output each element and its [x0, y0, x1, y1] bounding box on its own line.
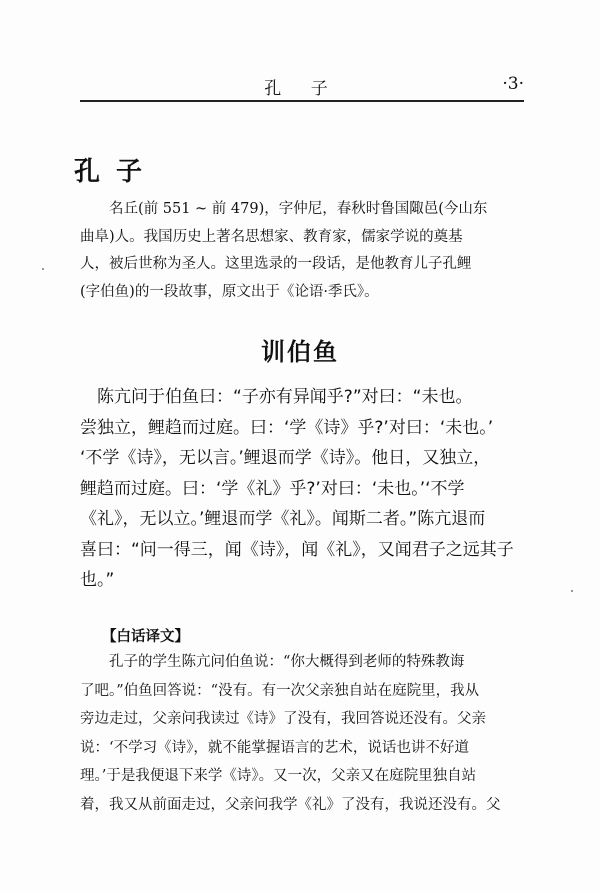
scan-speck — [571, 590, 573, 592]
translation-line: 孔子的学生陈亢问伯鱼说：“你大概得到老师的特殊教诲 — [80, 654, 465, 670]
page-number: ·3· — [502, 74, 524, 94]
section-title: 训伯鱼 — [261, 337, 339, 366]
translation-line: 了吧。”伯鱼回答说：“没有。有一次父亲独自站在庭院里，我从 — [80, 682, 480, 699]
classical-line: 尝独立，鲤趋而过庭。曰：‘学《诗》乎?’对曰：‘未也。’ — [80, 417, 494, 438]
classical-line: 也。” — [80, 570, 115, 590]
intro-line: 人，被后世称为圣人。这里选录的一段话，是他教育儿子孔鲤 — [80, 256, 472, 272]
chapter-title: 孔子 — [74, 157, 159, 187]
intro-line: 名丘(前 551 ~ 前 479)，字仲尼，春秋时鲁国陬邑(今山东 — [80, 201, 488, 217]
running-header — [80, 70, 524, 98]
translation-line: 理。’于是我便退下来学《诗》。又一次，父亲又在庭院里独自站 — [80, 768, 477, 784]
scan-speck — [42, 268, 44, 270]
classical-line: 鲤趋而过庭。曰：‘学《礼》乎?’对曰：‘未也。’‘不学 — [80, 478, 465, 499]
classical-line: 喜曰：“问一得三，闻《诗》，闻《礼》，又闻君子之远其子 — [80, 539, 514, 560]
intro-line: (字伯鱼)的一段故事，原文出于《论语·季氏》。 — [80, 283, 379, 300]
running-title: 孔 子 — [264, 79, 340, 99]
classical-text — [80, 382, 560, 596]
classical-line: ‘不学《诗》，无以言。’鲤退而学《诗》。他日，又独立， — [80, 448, 491, 468]
classical-line: 陈亢问于伯鱼曰：“子亦有异闻乎?”对曰：“未也。 — [80, 387, 473, 407]
translation-line: 说：‘不学习《诗》，就不能掌握语言的艺术，说话也讲不好道 — [80, 739, 469, 756]
intro-line: 曲阜)人。我国历史上著名思想家、教育家，儒家学说的奠基 — [80, 228, 463, 245]
author-intro — [80, 196, 540, 306]
translation-text — [80, 648, 550, 819]
translation-line: 旁边走过，父亲问我读过《诗》了没有，我回答说还没有。父亲 — [80, 711, 486, 727]
header-rule — [80, 100, 524, 102]
classical-line: 《礼》，无以立。’鲤退而学《礼》。闻斯二者。”陈亢退而 — [80, 509, 486, 529]
translation-line: 着，我又从前面走过，父亲问我学《礼》了没有，我说还没有。父 — [80, 796, 501, 813]
translation-label: 【白话译文】 — [102, 629, 189, 645]
